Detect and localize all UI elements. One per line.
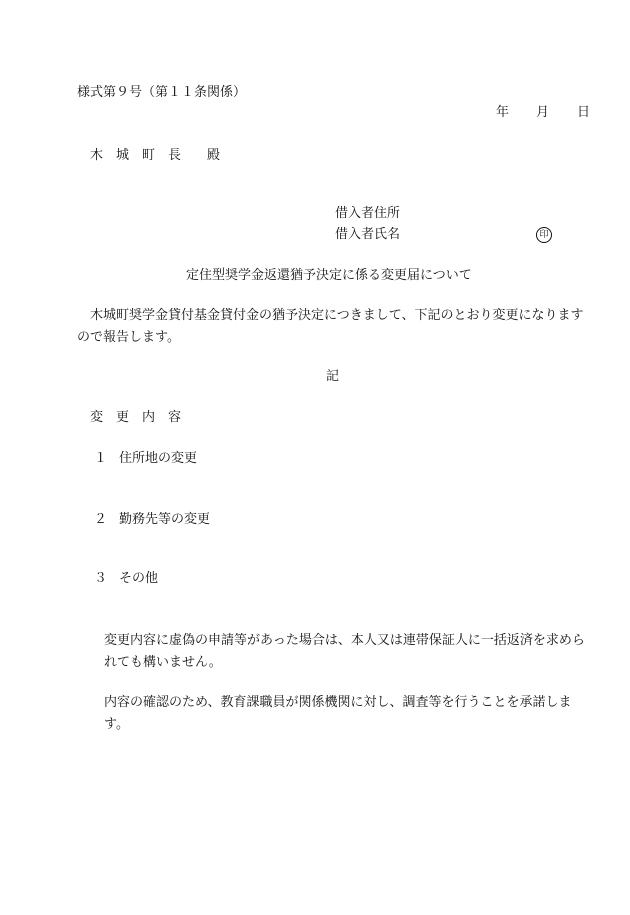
change-item-label: 住所地の変更: [119, 451, 198, 466]
change-item-2: [94, 513, 210, 526]
seal-circle-icon: 印: [536, 227, 552, 243]
seal-mark: [536, 227, 552, 243]
change-item-number: １: [94, 451, 108, 466]
change-item-1: [94, 452, 197, 465]
note-paragraph: 変更内容に虚偽の申請等があった場合は、本人又は連帯保証人に一括返済を求められても構いません。: [104, 633, 585, 670]
change-item-number: ２: [94, 512, 108, 527]
change-item-number: ３: [94, 571, 108, 586]
form-number: 様式第９号（第１１条関係）: [77, 85, 247, 100]
note-paragraph: 内容の確認のため、教育課職員が関係機関に対し、調査等を行うことを承諾します。: [104, 695, 572, 732]
borrower-address-label: 借入者住所: [335, 206, 401, 221]
date-day-label: 日: [577, 105, 591, 120]
borrower-name-label: 借入者氏名: [335, 227, 401, 242]
change-item-3: [94, 572, 158, 585]
change-item-label: 勤務先等の変更: [119, 512, 211, 527]
document-title: 定住型奨学金返還猶予決定に係る変更届について: [186, 268, 472, 283]
addressee: 木 城 町 長 殿: [90, 148, 221, 163]
change-item-label: その他: [119, 571, 159, 586]
body-paragraph: 木城町奨学金貸付基金貸付金の猶予決定につきまして、下記のとおり変更になりますので報告します。: [77, 308, 584, 345]
date-year-label: 年: [496, 105, 510, 120]
ki-heading: 記: [326, 369, 340, 384]
date-month-label: 月: [536, 105, 550, 120]
changes-heading: 変 更 内 容: [90, 410, 182, 425]
